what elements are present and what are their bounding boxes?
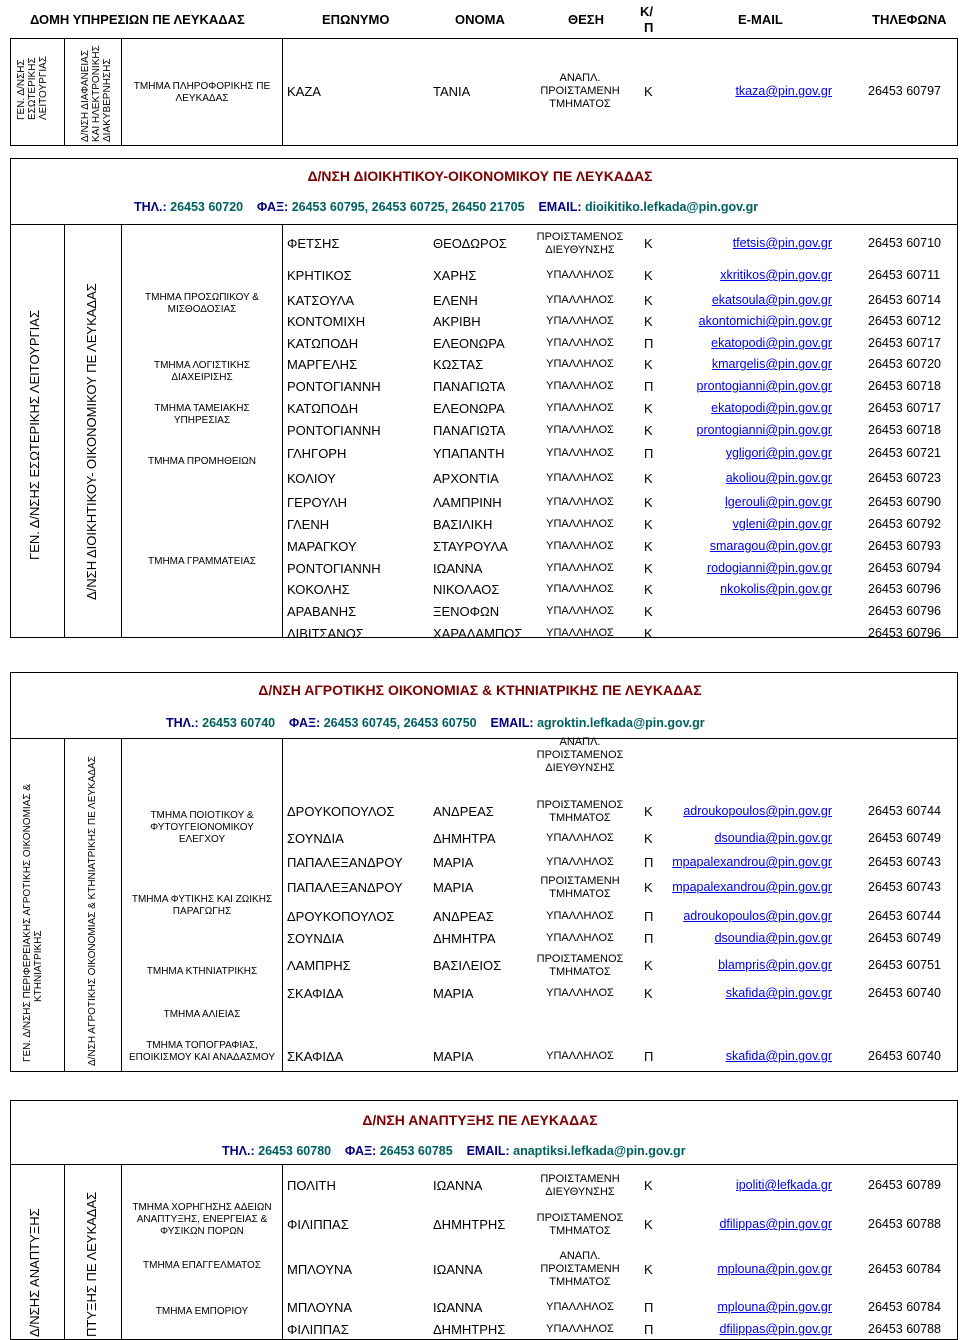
row-name: ΧΑΡΑΛΑΜΠΟΣ (433, 626, 523, 641)
row-kp: Κ (644, 561, 653, 576)
row-phone: 26453 60743 (868, 855, 941, 869)
row-phone: 26453 60796 (868, 604, 941, 618)
row-phone: 26453 60751 (868, 958, 941, 972)
row-name: ΚΩΣΤΑΣ (433, 357, 484, 372)
row-kp: Κ (644, 517, 653, 532)
row-surname: ΜΠΛΟΥΝΑ (287, 1300, 353, 1315)
row-surname: ΔΡΟΥΚΟΠΟΥΛΟΣ (287, 804, 395, 819)
row-surname: ΚΟΝΤΟΜΙΧΗ (287, 314, 366, 329)
top-dept: ΤΜΗΜΑ ΠΛΗΡΟΦΟΡΙΚΗΣ ΠΕ ΛΕΥΚΑΔΑΣ (133, 81, 271, 104)
row-phone: 26453 60784 (868, 1262, 941, 1276)
col-email: E-MAIL (738, 12, 783, 27)
department-label: ΤΜΗΜΑ ΤΑΜΕΙΑΚΗΣ ΥΠΗΡΕΣΙΑΣ (154, 403, 250, 426)
section-agri-title: Δ/ΝΣΗ ΑΓΡΟΤΙΚΗΣ ΟΙΚΟΝΟΜΙΑΣ & ΚΤΗΝΙΑΤΡΙΚΗΣ ΠΕ ΛΕΥΚΑΔΑΣ (258, 682, 702, 698)
row-role: ΥΠΑΛΛΗΛΟΣ (546, 910, 614, 922)
email-link[interactable]: prontogianni@pin.gov.gr (696, 423, 832, 437)
row-role: ΥΠΑΛΛΗΛΟΣ (546, 1301, 614, 1313)
email-link[interactable]: skafida@pin.gov.gr (725, 1049, 832, 1063)
row-name: ΛΑΜΠΡΙΝΗ (433, 495, 502, 510)
row-kp: Κ (644, 582, 653, 597)
row-surname: ΦΙΛΙΠΠΑΣ (287, 1322, 349, 1337)
row-name: ΔΗΜΗΤΡΗΣ (433, 1322, 506, 1337)
email-link[interactable]: ekatopodi@pin.gov.gr (711, 336, 832, 350)
row-surname: ΣΚΑΦΙΔΑ (287, 986, 344, 1001)
s1-directorate: Δ/ΝΣΗ ΔΙΟΙΚΗΤΙΚΟΥ- ΟΙΚΟΝΟΜΙΚΟΥ ΠΕ ΛΕΥΚΑΔΑΣ (84, 283, 99, 600)
row-name: ΕΛΕΝΗ (433, 293, 478, 308)
row-surname: ΓΛΕΝΗ (287, 517, 330, 532)
row-name: ΧΑΡΗΣ (433, 268, 477, 283)
row-role: ΥΠΑΛΛΗΛΟΣ (546, 583, 614, 595)
row-role: ΥΠΑΛΛΗΛΟΣ (546, 832, 614, 844)
row-phone: 26453 60720 (868, 357, 941, 371)
email-link[interactable]: ekatopodi@pin.gov.gr (711, 401, 832, 415)
row-role: ΥΠΑΛΛΗΛΟΣ (546, 1050, 614, 1062)
email-link[interactable]: tkaza@pin.gov.gr (735, 84, 832, 98)
row-surname: ΠΑΠΑΛΕΞΑΝΔΡΟΥ (287, 855, 403, 870)
row-role: ΥΠΑΛΛΗΛΟΣ (546, 472, 614, 484)
row-name: ΞΕΝΟΦΩΝ (433, 604, 500, 619)
row-surname: ΚΑΤΩΠΟΔΗ (287, 336, 359, 351)
row-kp: Κ (644, 293, 653, 308)
email-link[interactable]: ipoliti@lefkada.gr (735, 1178, 832, 1192)
row-phone: 26453 60718 (868, 423, 941, 437)
row-role: ΥΠΑΛΛΗΛΟΣ (546, 987, 614, 999)
row-kp: Κ (644, 495, 653, 510)
row-role: ΥΠΑΛΛΗΛΟΣ (546, 605, 614, 617)
row-kp: Π (644, 1049, 654, 1064)
row-phone: 26453 60796 (868, 626, 941, 640)
row-surname: ΚΑΤΩΠΟΔΗ (287, 401, 359, 416)
row-name: ΜΑΡΙΑ (433, 880, 474, 895)
col-structure: ΔΟΜΗ ΥΠΗΡΕΣΙΩΝ ΠΕ ΛΕΥΚΑΔΑΣ (30, 12, 245, 27)
row-role: ΠΡΟΙΣΤΑΜΕΝΟΣ ΤΜΗΜΑΤΟΣ (536, 1212, 624, 1237)
row-role: ΥΠΑΛΛΗΛΟΣ (546, 540, 614, 552)
row-kp: Π (644, 446, 654, 461)
row-kp: Κ (644, 986, 653, 1001)
row-kp: Κ (644, 1262, 653, 1277)
row-phone: 26453 60796 (868, 582, 941, 596)
row-kp: Κ (644, 604, 653, 619)
row-surname: ΔΡΟΥΚΟΠΟΥΛΟΣ (287, 909, 395, 924)
department-label: ΤΜΗΜΑ ΠΡΟΣΩΠΙΚΟΥ & ΜΙΣΘΟΔΟΣΙΑΣ (145, 292, 259, 315)
department-label: ΤΜΗΜΑ ΠΡΟΜΗΘΕΙΩΝ (147, 456, 257, 467)
row-name: ΙΩΑΝΝΑ (433, 1300, 483, 1315)
row-name: ΑΝΔΡΕΑΣ (433, 909, 494, 924)
email-link[interactable]: mplouna@pin.gov.gr (717, 1262, 832, 1276)
email-link[interactable]: adroukopoulos@pin.gov.gr (683, 909, 832, 923)
row-role: ΥΠΑΛΛΗΛΟΣ (546, 562, 614, 574)
row-role: ΠΡΟΙΣΤΑΜΕΝΗ ΔΙΕΥΘΥΝΣΗΣ (540, 1173, 620, 1198)
row-role: ΥΠΑΛΛΗΛΟΣ (546, 402, 614, 414)
email-link[interactable]: adroukopoulos@pin.gov.gr (683, 804, 832, 818)
row-kp: Κ (644, 357, 653, 372)
email-link[interactable]: mplouna@pin.gov.gr (717, 1300, 832, 1314)
row-phone: 26453 60723 (868, 471, 941, 485)
row-name: ΑΡΧΟΝΤΙΑ (433, 471, 499, 486)
row-name: ΙΩΑΝΝΑ (433, 1178, 483, 1193)
row-name: ΒΑΣΙΛΕΙΟΣ (433, 958, 502, 973)
department-label: ΤΜΗΜΑ ΤΟΠΟΓΡΑΦΙΑΣ, ΕΠΟΙΚΙΣΜΟΥ ΚΑΙ ΑΝΑΔΑΣΜΟΥ (128, 1040, 276, 1063)
row-phone: 26453 60717 (868, 336, 941, 350)
row-kp: Κ (644, 804, 653, 819)
row-name: ΠΑΝΑΓΙΩΤΑ (433, 423, 506, 438)
email-link[interactable]: ekatsoula@pin.gov.gr (711, 293, 832, 307)
email-link[interactable]: prontogianni@pin.gov.gr (696, 379, 832, 393)
row-phone: 26453 60711 (868, 268, 941, 282)
row-kp: Π (644, 931, 654, 946)
section-admin-title: Δ/ΝΣΗ ΔΙΟΙΚΗΤΙΚΟΥ-ΟΙΚΟΝΟΜΙΚΟΥ ΠΕ ΛΕΥΚΑΔΑΣ (307, 168, 653, 184)
row-kp: Κ (644, 236, 653, 251)
row-name: ΜΑΡΙΑ (433, 1049, 474, 1064)
department-label: ΤΜΗΜΑ ΛΟΓΙΣΤΙΚΗΣ ΔΙΑΧΕΙΡΙΣΗΣ (153, 360, 250, 383)
row-role: ΥΠΑΛΛΗΛΟΣ (546, 294, 614, 306)
row-surname: ΚΑΤΣΟΥΛΑ (287, 293, 355, 308)
col-surname: ΕΠΩΝΥΜΟ (322, 12, 390, 27)
department-label: ΤΜΗΜΑ ΦΥΤΙΚΗΣ ΚΑΙ ΖΩΙΚΗΣ ΠΑΡΑΓΩΓΗΣ (131, 894, 273, 917)
row-name: ΕΛΕΟΝΩΡΑ (433, 336, 505, 351)
row-surname: ΦΕΤΣΗΣ (287, 236, 340, 251)
row-surname: ΦΙΛΙΠΠΑΣ (287, 1217, 349, 1232)
row-phone: 26453 60789 (868, 1178, 941, 1192)
row-role: ΥΠΑΛΛΗΛΟΣ (546, 1323, 614, 1335)
section-agri-contact: ΤΗΛ.: 26453 60740 ΦΑΞ: 26453 60745, 26453 60750 EMAIL: agroktin.lefkada@pin.gov.gr (166, 716, 705, 730)
section-dev-contact: ΤΗΛ.: 26453 60780 ΦΑΞ: 26453 60785 EMAIL: anaptiksi.lefkada@pin.gov.gr (222, 1144, 686, 1158)
row-name: ΣΤΑΥΡΟΥΛΑ (433, 539, 508, 554)
email-link[interactable]: dsoundia@pin.gov.gr (714, 831, 832, 845)
row-surname: ΣΚΑΦΙΔΑ (287, 1049, 344, 1064)
row-role: ΥΠΑΛΛΗΛΟΣ (546, 447, 614, 459)
col-name: ΟΝΟΜΑ (455, 12, 505, 27)
row-phone: 26453 60712 (868, 314, 941, 328)
row-surname: ΡΟΝΤΟΓΙΑΝΝΗ (287, 561, 381, 576)
row-name: ΔΗΜΗΤΡΑ (433, 831, 496, 846)
row-surname: ΑΡΑΒΑΝΗΣ (287, 604, 357, 619)
row-name: ΝΙΚΟΛΑΟΣ (433, 582, 500, 597)
row-name: ΥΠΑΠΑΝΤΗ (433, 446, 505, 461)
s3-general-directorate: Δ/ΝΣΗΣ ΑΝΑΠΤΥΞΗΣ (27, 1208, 42, 1337)
row-kp: Π (644, 1322, 654, 1337)
row-name: ΙΩΑΝΝΑ (433, 561, 483, 576)
row-phone: 26453 60790 (868, 495, 941, 509)
row-surname: ΡΟΝΤΟΓΙΑΝΝΗ (287, 379, 381, 394)
row-surname: ΓΛΗΓΟΡΗ (287, 446, 347, 461)
row-kp: Κ (644, 314, 653, 329)
row-name: ΜΑΡΙΑ (433, 855, 474, 870)
email-link[interactable]: blampris@pin.gov.gr (718, 958, 832, 972)
row-role: ΥΠΑΛΛΗΛΟΣ (546, 380, 614, 392)
row-surname: ΣΟΥΝΔΙΑ (287, 931, 344, 946)
col-k: Κ/ (640, 4, 653, 19)
department-label: ΤΜΗΜΑ ΚΤΗΝΙΑΤΡΙΚΗΣ (146, 966, 258, 977)
row-phone: 26453 60792 (868, 517, 941, 531)
row-phone: 26453 60714 (868, 293, 941, 307)
row-role: ΥΠΑΛΛΗΛΟΣ (546, 315, 614, 327)
email-link[interactable]: xkritikos@pin.gov.gr (720, 268, 832, 282)
row-kp: Π (644, 379, 654, 394)
row-phone: 26453 60784 (868, 1300, 941, 1314)
row-surname: ΜΠΛΟΥΝΑ (287, 1262, 353, 1277)
row-role: ΑΝΑΠΛ. ΠΡΟΙΣΤΑΜΕΝΟΣ ΔΙΕΥΘΥΝΣΗΣ (536, 736, 624, 774)
row-kp: Π (644, 855, 654, 870)
email-link[interactable]: vgleni@pin.gov.gr (732, 517, 832, 531)
s2-directorate: Δ/ΝΣΗ ΑΓΡΟΤΙΚΗΣ ΟΙΚΟΝΟΜΙΑΣ & ΚΤΗΝΙΑΤΡΙΚΗΣ ΠΕ ΛΕΥΚΑΔΑΣ (87, 756, 98, 1066)
row-phone: 26453 60793 (868, 539, 941, 553)
email-link[interactable]: dfilippas@pin.gov.gr (719, 1217, 832, 1231)
row-phone: 26453 60794 (868, 561, 941, 575)
row-phone: 26453 60744 (868, 909, 941, 923)
col-position: ΘΕΣΗ (568, 12, 604, 27)
row-surname: ΠΑΠΑΛΕΞΑΝΔΡΟΥ (287, 880, 403, 895)
row-phone: 26453 60740 (868, 986, 941, 1000)
email-link[interactable]: tfetsis@pin.gov.gr (732, 236, 832, 250)
row-role: ΥΠΑΛΛΗΛΟΣ (546, 496, 614, 508)
row-phone: 26453 60721 (868, 446, 941, 460)
row-kp: Κ (644, 880, 653, 895)
row-name: ΒΑΣΙΛΙΚΗ (433, 517, 493, 532)
row-kp: Κ (644, 626, 653, 641)
row-surname: ΚΡΗΤΙΚΟΣ (287, 268, 352, 283)
s3-directorate: ΠΤΥΞΗΣ ΠΕ ΛΕΥΚΑΔΑΣ (84, 1191, 99, 1337)
row-role: ΠΡΟΙΣΤΑΜΕΝΗ ΤΜΗΜΑΤΟΣ (540, 875, 620, 900)
row-surname: ΜΑΡΓΕΛΗΣ (287, 357, 358, 372)
row-surname: ΡΟΝΤΟΓΙΑΝΝΗ (287, 423, 381, 438)
row-surname: ΓΕΡΟΥΛΗ (287, 495, 347, 510)
row-phone: 26453 60710 (868, 236, 941, 250)
row-phone: 26453 60749 (868, 931, 941, 945)
row-kp: Κ (644, 539, 653, 554)
row-name: ΙΩΑΝΝΑ (433, 1262, 483, 1277)
row-phone: 26453 60718 (868, 379, 941, 393)
row-phone: 26453 60788 (868, 1217, 941, 1231)
department-label: ΤΜΗΜΑ ΑΛΙΕΙΑΣ (163, 1009, 241, 1020)
email-link[interactable]: smaragou@pin.gov.gr (709, 539, 832, 553)
row-phone: 26453 60740 (868, 1049, 941, 1063)
row-surname: ΛΙΒΙΤΣΑΝΟΣ (287, 626, 364, 641)
department-label: ΤΜΗΜΑ ΧΟΡΗΓΗΣΗΣ ΑΔΕΙΩΝ ΑΝΑΠΤΥΞΗΣ, ΕΝΕΡΓΕΙΑΣ & ΦΥΣΙΚΩΝ ΠΟΡΩΝ (132, 1202, 272, 1237)
email-link[interactable]: mpapalexandrou@pin.gov.gr (672, 855, 832, 869)
row-phone: 26453 60717 (868, 401, 941, 415)
row-role: ΑΝΑΠΛ. ΠΡΟΙΣΤΑΜΕΝΗ ΤΜΗΜΑΤΟΣ (540, 1250, 620, 1288)
section-admin-contact: ΤΗΛ.: 26453 60720 ΦΑΞ: 26453 60795, 26453 60725, 26450 21705 EMAIL: dioikitiko.lefkada@pin.gov.gr (134, 200, 759, 214)
row-name: ΑΚΡΙΒΗ (433, 314, 481, 329)
row-role: ΥΠΑΛΛΗΛΟΣ (546, 358, 614, 370)
row-phone: 26453 60749 (868, 831, 941, 845)
col-p: Π (644, 20, 654, 35)
row-phone: 26453 60788 (868, 1322, 941, 1336)
top-general-directorate: ΓΕΝ. Δ/ΝΣΗΣ ΕΣΩΤΕΡΙΚΗΣ ΛΕΙΤΟΥΡΓΙΑΣ (16, 56, 49, 120)
email-link[interactable]: ygligori@pin.gov.gr (725, 446, 832, 460)
email-link[interactable]: dfilippas@pin.gov.gr (719, 1322, 832, 1336)
row-role: ΠΡΟΙΣΤΑΜΕΝΟΣ ΔΙΕΥΘΥΝΣΗΣ (536, 231, 624, 256)
row-name: ΘΕΟΔΩΡΟΣ (433, 236, 507, 251)
row-surname: ΣΟΥΝΔΙΑ (287, 831, 344, 846)
row-name: ΑΝΔΡΕΑΣ (433, 804, 494, 819)
email-link[interactable]: lgerouli@pin.gov.gr (725, 495, 832, 509)
email-link[interactable]: rodogianni@pin.gov.gr (706, 561, 832, 575)
row-surname: ΚΟΛΙΟΥ (287, 471, 336, 486)
email-link[interactable]: nkokolis@pin.gov.gr (720, 582, 832, 596)
row-name: ΜΑΡΙΑ (433, 986, 474, 1001)
row-name: ΔΗΜΗΤΡΗΣ (433, 1217, 506, 1232)
email-link[interactable]: akontomichi@pin.gov.gr (698, 314, 832, 328)
row-role: ΥΠΑΛΛΗΛΟΣ (546, 932, 614, 944)
row-role: ΥΠΑΛΛΗΛΟΣ (546, 424, 614, 436)
row-surname: ΠΟΛΙΤΗ (287, 1178, 336, 1193)
top-directorate: Δ/ΝΣΗ ΔΙΑΦΑΝΕΙΑΣ ΚΑΙ ΗΛΕΚΤΡΟΝΙΚΗΣ ΔΙΑΚΥΒΕΡΝΗΣΗΣ (80, 45, 113, 142)
row-kp: Κ (644, 1178, 653, 1193)
section-dev-title: Δ/ΝΣΗ ΑΝΑΠΤΥΞΗΣ ΠΕ ΛΕΥΚΑΔΑΣ (362, 1112, 598, 1128)
row-phone: 26453 60743 (868, 880, 941, 894)
row-surname: ΜΑΡΑΓΚΟΥ (287, 539, 357, 554)
row-role: ΑΝΑΠΛ. ΠΡΟΙΣΤΑΜΕΝΗ ΤΜΗΜΑΤΟΣ (540, 72, 620, 110)
row-surname: ΛΑΜΠΡΗΣ (287, 958, 351, 973)
row-role: ΥΠΑΛΛΗΛΟΣ (546, 518, 614, 530)
s1-general-directorate: ΓΕΝ. Δ/ΝΣΗΣ ΕΣΩΤΕΡΙΚΗΣ ΛΕΙΤΟΥΡΓΙΑΣ (27, 310, 42, 560)
department-label: ΤΜΗΜΑ ΓΡΑΜΜΑΤΕΙΑΣ (148, 556, 256, 567)
row-surname: ΚΟΚΟΛΗΣ (287, 582, 350, 597)
row-role: ΠΡΟΙΣΤΑΜΕΝΟΣ ΤΜΗΜΑΤΟΣ (536, 953, 624, 978)
row-kp: Π (644, 1300, 654, 1315)
row-role: ΠΡΟΙΣΤΑΜΕΝΟΣ ΤΜΗΜΑΤΟΣ (536, 799, 624, 824)
row-kp: Κ (644, 423, 653, 438)
row-kp: Κ (644, 401, 653, 416)
department-label: ΤΜΗΜΑ ΕΜΠΟΡΙΟΥ (155, 1306, 249, 1317)
row-kp: Κ (644, 958, 653, 973)
email-link[interactable]: dsoundia@pin.gov.gr (714, 931, 832, 945)
row-kp: Κ (644, 471, 653, 486)
row-kp: Π (644, 909, 654, 924)
row-name: ΠΑΝΑΓΙΩΤΑ (433, 379, 506, 394)
row-name: ΕΛΕΟΝΩΡΑ (433, 401, 505, 416)
department-label: ΤΜΗΜΑ ΠΟΙΟΤΙΚΟΥ & ΦΥΤΟΥΓΕΙΟΝΟΜΙΚΟΥ ΕΛΕΓΧΟΥ (150, 810, 254, 845)
email-link[interactable]: akoliou@pin.gov.gr (725, 471, 832, 485)
row-role: ΥΠΑΛΛΗΛΟΣ (546, 627, 614, 639)
row-kp: Κ (644, 1217, 653, 1232)
row-kp: Κ (644, 268, 653, 283)
row-role: ΥΠΑΛΛΗΛΟΣ (546, 856, 614, 868)
row-name: ΔΗΜΗΤΡΑ (433, 931, 496, 946)
row-role: ΥΠΑΛΛΗΛΟΣ (546, 269, 614, 281)
row-kp: Π (644, 336, 654, 351)
row-phone: 26453 60744 (868, 804, 941, 818)
email-link[interactable]: skafida@pin.gov.gr (725, 986, 832, 1000)
col-phone: ΤΗΛΕΦΩΝΑ (872, 12, 947, 27)
email-link[interactable]: mpapalexandrou@pin.gov.gr (672, 880, 832, 894)
department-label: ΤΜΗΜΑ ΕΠΑΓΓΕΛΜΑΤΟΣ (143, 1260, 261, 1271)
s2-general-directorate: ΓΕΝ. Δ/ΝΣΗΣ ΠΕΡΙΦΕΡΕΙΑΚΗΣ ΑΓΡΟΤΙΚΗΣ ΟΙΚΟΝΟΜΙΑΣ & ΚΤΗΝΙΑΤΡΙΚΗΣ (22, 784, 44, 1062)
row-role: ΥΠΑΛΛΗΛΟΣ (546, 337, 614, 349)
row-kp: Κ (644, 831, 653, 846)
email-link[interactable]: kmargelis@pin.gov.gr (711, 357, 832, 371)
